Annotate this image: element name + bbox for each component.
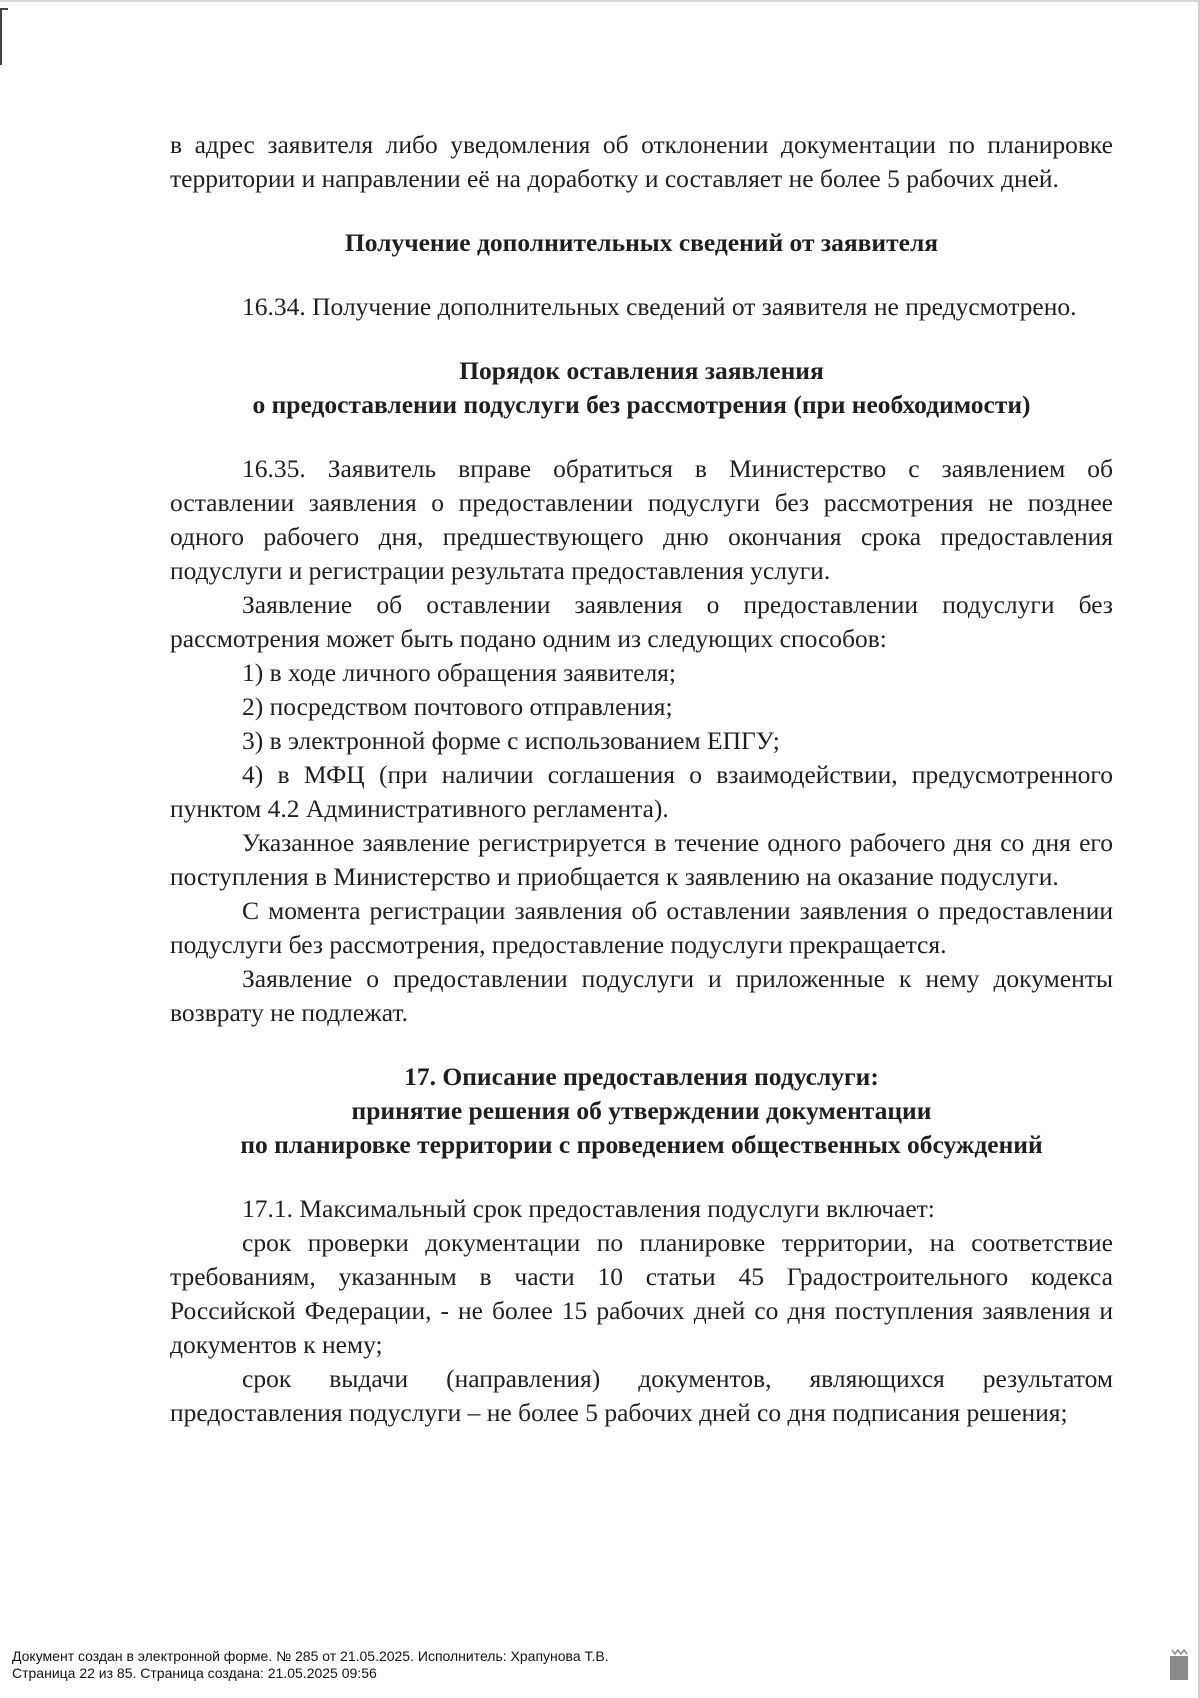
paragraph-17-1: 17.1. Максимальный срок предоставления подуслуги включает: [242, 1194, 935, 1223]
method-item-1: 1) в ходе личного обращения заявителя; [242, 658, 676, 687]
paragraph-registration: Указанное заявление регистрируется в течение одного рабочего дня со дня его поступления в Министерство и приобщается к заявлению на оказание подуслуги. [170, 828, 1113, 891]
paragraph-termination: С момента регистрации заявления об оставлении заявления о предоставлении подуслуги без рассмотрения, предоставление подуслуги прекращается. [170, 896, 1113, 959]
footer-line-1: Документ создан в электронной форме. № 285 от 21.05.2025. Исполнитель: Храпунова Т.В. [12, 1648, 609, 1664]
method-item-3: 3) в электронной форме с использованием ЕПГУ; [242, 726, 780, 755]
paragraph-issue-term: срок выдачи (направления) документов, являющихся результатом предоставления подуслуги – не более 5 рабочих дней со дня подписания решения; [170, 1364, 1113, 1427]
electronic-stamp-icon [1168, 1648, 1190, 1682]
section-heading-additional-info: Получение дополнительных сведений от заявителя [344, 228, 939, 257]
paragraph-no-return: Заявление о предоставлении подуслуги и приложенные к нему документы возврату не подлежат. [170, 964, 1113, 1027]
method-item-4: 4) в МФЦ (при наличии соглашения о взаимодействии, предусмотренного пунктом 4.2 Административного регламента). [170, 760, 1113, 823]
scan-top-edge [0, 0, 1200, 2]
paragraph-methods-intro: Заявление об оставлении заявления о предоставлении подуслуги без рассмотрения может быть подано одним из следующих способов: [170, 590, 1113, 653]
section-heading-withdrawal-line1: Порядок оставления заявления [459, 356, 824, 385]
paragraph-check-term: срок проверки документации по планировке территории, на соответствие требованиям, указанным в части 10 статьи 45 Градостроительного кодекса Российской Федерации, - не более 15 рабочих дней со дня поступления заявления и документов к нему; [170, 1228, 1113, 1359]
paragraph-continuation: в адрес заявителя либо уведомления об отклонении документации по планировке территории и направлении её на доработку и составляет не более 5 рабочих дней. [170, 130, 1113, 193]
scan-corner-mark [0, 8, 8, 65]
method-item-2: 2) посредством почтового отправления; [242, 692, 673, 721]
document-body [170, 128, 1113, 1430]
paragraph-16-35: 16.35. Заявитель вправе обратиться в Министерство с заявлением об оставлении заявления о предоставлении подуслуги без рассмотрения не позднее одного рабочего дня, предшествующего дню окончания срока предоставления подуслуги и регистрации результата предоставления услуги. [170, 454, 1113, 585]
section-heading-17-line3: по планировке территории с проведением общественных обсуждений [240, 1130, 1043, 1159]
document-footer [12, 1648, 1112, 1682]
footer-line-2: Страница 22 из 85. Страница создана: 21.05.2025 09:56 [12, 1665, 377, 1681]
paragraph-16-34: 16.34. Получение дополнительных сведений от заявителя не предусмотрено. [242, 292, 1077, 321]
section-heading-17-line2: принятие решения об утверждении документации [351, 1096, 932, 1125]
section-heading-17-line1: 17. Описание предоставления подуслуги: [404, 1062, 879, 1091]
section-heading-withdrawal-line2: о предоставлении подуслуги без рассмотрения (при необходимости) [252, 390, 1031, 419]
